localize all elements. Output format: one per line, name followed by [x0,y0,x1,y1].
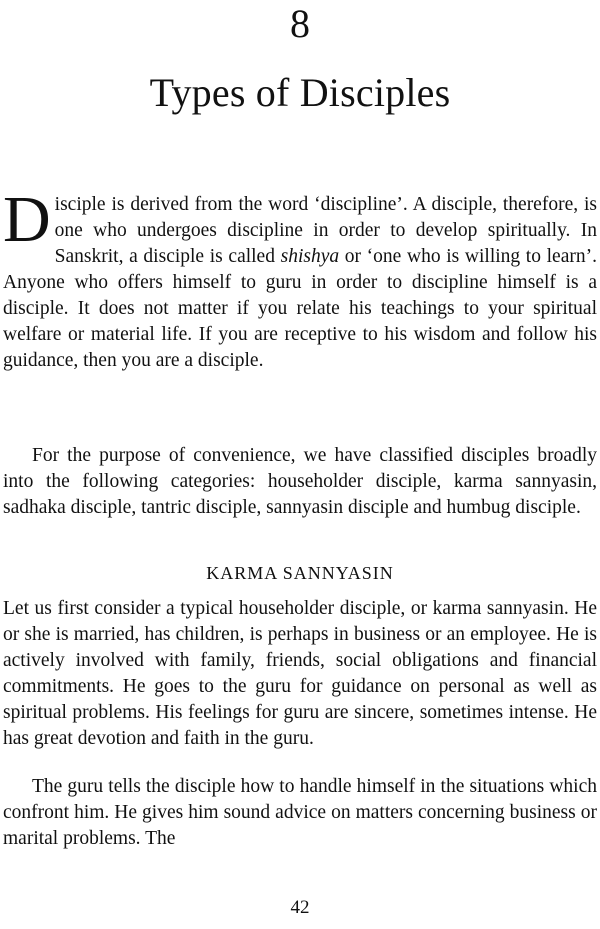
paragraph-intro-text-b: or ‘one who is willing to learn’. Anyone who offers himself to guru in order to discipline himself is a disciple. It does not matter if you relate his teachings to your spiritual welfare or material life. If you are receptive to his wisdom and follow his guidance, then you are a disciple. [3,246,597,371]
page-number: 42 [290,897,310,918]
section-heading: KARMA SANNYASIN [206,563,394,583]
chapter-number: 8 [290,1,310,46]
paragraph-guru-advice: The guru tells the disciple how to handle himself in the situations which confront him. He gives him sound advice on matters concerning business or marital problems. The [3,776,597,849]
chapter-title: Types of Disciples [149,70,451,115]
paragraph-categories: For the purpose of convenience, we have classified disciples broadly into the following categories: householder disciple, karma sannyasin, sadhaka disciple, tantric disciple, sannyasin disciple and humbug disciple. [3,445,597,518]
paragraph-intro-text-a: isciple is derived from the word ‘discipline’. A disciple, therefore, is one who undergoes discipline in order to develop spiritually. In Sanskrit, a disciple is called [54,194,597,267]
paragraph-intro-italic: shishya [280,246,340,267]
drop-cap: D [3,183,51,256]
paragraph-intro [3,183,597,374]
paragraph-householder: Let us first consider a typical householder disciple, or karma sannyasin. He or she is married, has children, is perhaps in business or an employee. He is actively involved with family, friends, social obligations and financial commitments. He goes to the guru for guidance on personal as well as spiritual problems. His feelings for guru are sincere, sometimes intense. He has great devotion and faith in the guru. [3,598,597,749]
